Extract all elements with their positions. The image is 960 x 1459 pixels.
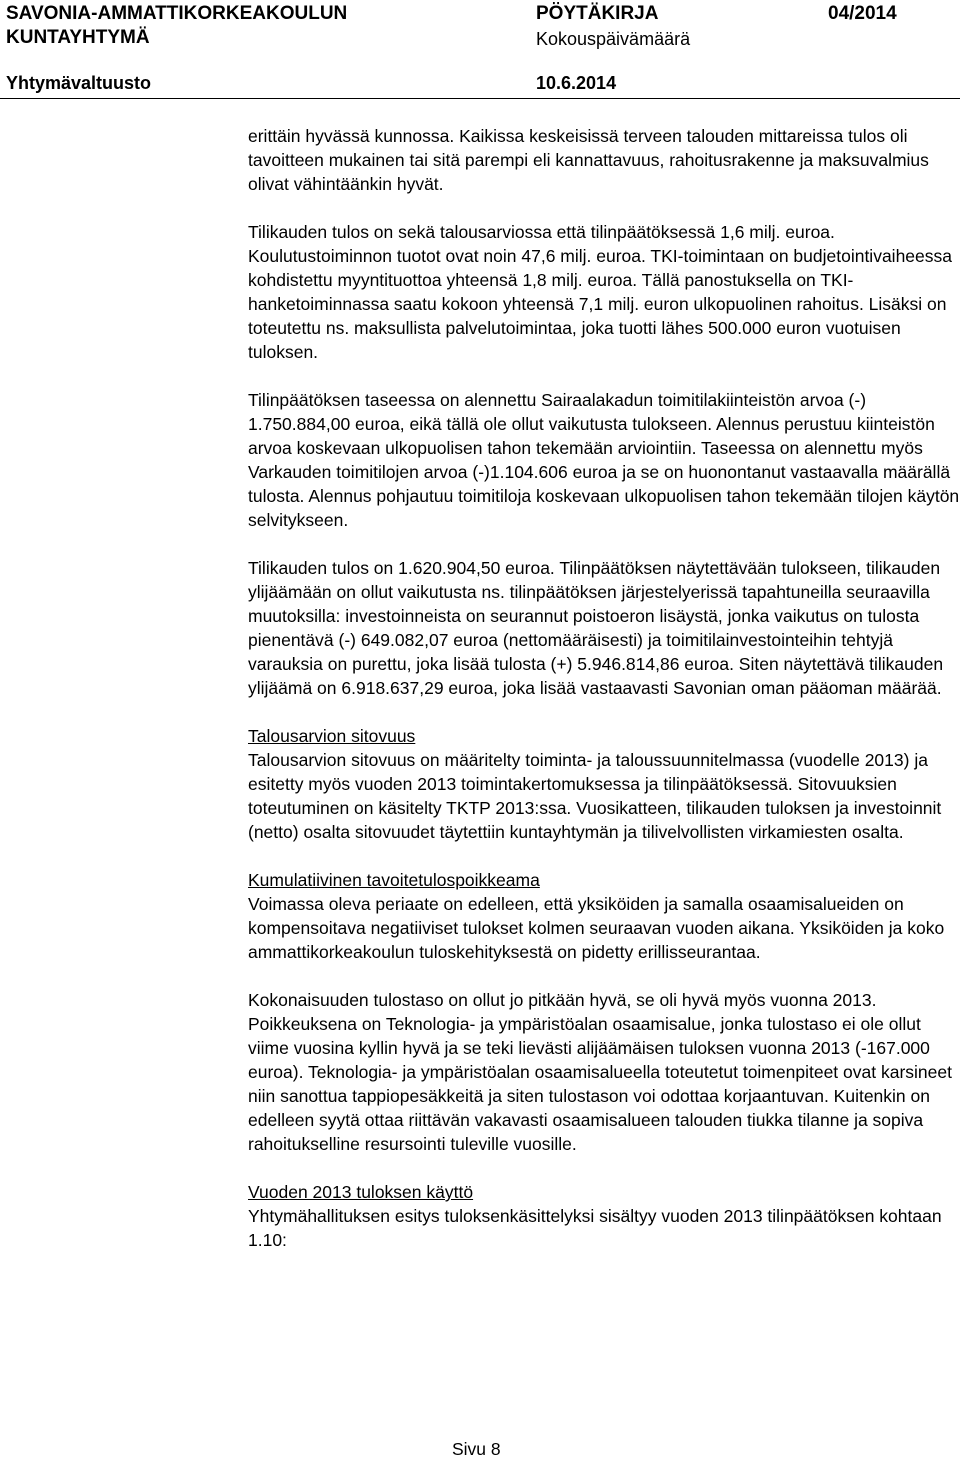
document-number: 04/2014 bbox=[828, 3, 897, 24]
paragraph-overall-result-level: Kokonaisuuden tulostaso on ollut jo pitkään hyvä, se oli hyvä myös vuonna 2013. Poikkeuksena on Teknologia- ja ympäristöalan osaamisalue, jonka tulostaso ei ole ollut viime vuosina kyllin hyvä ja se teki lievästi alijäämäisen tuloksen vuonna 2013 (-167.000 euroa). Teknologia- ja ympäristöalan osaamisalueella toteutetut toimenpiteet ovat karsineet niin sanottua tappiopesäkkeitä ja siten tulostason voi odottaa korjaantuvan. Kuitenkin on edelleen syytä ottaa riittävän vakavasti osaamisalueen talouden tiukka tilanne ja sopiva rahoitukselline resursointi tuleville vuosille. bbox=[248, 990, 952, 1154]
meeting-date-label: Kokouspäivämäärä bbox=[536, 29, 691, 49]
paragraph-financial-condition: erittäin hyvässä kunnossa. Kaikissa keskeisissä terveen talouden mittareissa tulos oli tavoitteen mukainen tai sitä parempi eli kannattavuus, rahoitusrakenne ja maksuvalmius olivat vähintäänkin hyvät. bbox=[248, 126, 929, 194]
section-heading-cumulative-deviation: Kumulatiivinen tavoitetulospoikkeama bbox=[248, 870, 540, 890]
page-number: Sivu 8 bbox=[452, 1439, 501, 1459]
section-text-cumulative-deviation: Voimassa oleva periaate on edelleen, että yksiköiden ja samalla osaamisalueiden on kompensoitava negatiiviset tulokset kolmen seuraavan vuoden aikana. Yksiköiden ja koko ammattikorkeakoulun tuloskehityksestä on pidetty erillisseurantaa. bbox=[248, 894, 945, 962]
document-header bbox=[0, 0, 960, 101]
organization-name-line2: KUNTAYHTYMÄ bbox=[6, 27, 150, 48]
document-type: PÖYTÄKIRJA bbox=[536, 3, 659, 24]
header-divider bbox=[0, 98, 960, 99]
organization-name-line1: SAVONIA-AMMATTIKORKEAKOULUN bbox=[6, 3, 348, 24]
paragraph-fiscal-result: Tilikauden tulos on sekä talousarviossa että tilinpäätöksessä 1,6 milj. euroa. Koulutustoiminnon tuotot ovat noin 47,6 milj. euroa. TKI-toimintaan on budjetointivaiheessa kohdistettu myyntituottoa yhteensä 1,8 milj. euroa. Tällä panostuksella on TKI-hanketoiminnassa saatu kokoon yhteensä 7,1 milj. euron ulkopuolinen rahoitus. Lisäksi on toteutettu ns. maksullista palvelutoimintaa, joka tuotti lähes 500.000 euron vuotuisen tuloksen. bbox=[248, 222, 952, 362]
meeting-date: 10.6.2014 bbox=[536, 73, 617, 93]
section-heading-budget-binding: Talousarvion sitovuus bbox=[248, 726, 416, 746]
paragraph-balance-sheet-writedown: Tilinpäätöksen taseessa on alennettu Sairaalakadun toimitilakiinteistön arvoa (-) 1.750.884,00 euroa, eikä tällä ole ollut vaikutusta tulokseen. Alennus perustuu kiinteistön arvoa koskevaan ulkopuolisen tahon tekemään arviointiin. Taseessa on alennettu myös Varkauden toimitilojen arvoa (-)1.104.606 euroa ja se on huonontanut vastaavalla määrällä tulosta. Alennus pohjautuu toimitiloja koskevaan ulkopuolisen tahon tekemään tilojen käytön selvitykseen. bbox=[248, 390, 960, 530]
section-text-result-use: Yhtymähallituksen esitys tuloksenkäsittelyksi sisältyy vuoden 2013 tilinpäätöksen kohtaan 1.10: bbox=[248, 1206, 942, 1250]
paragraph-reported-result: Tilikauden tulos on 1.620.904,50 euroa. Tilinpäätöksen näytettävään tulokseen, tilikauden ylijäämään on ollut vaikutusta ns. tilinpäätöksen järjestelyerissä tapahtuneilla seuraavilla muutoksilla: investoinneista on seurannut poistoeron lisäystä, jonka vaikutus on tulosta pienentävä (-) 649.082,07 euroa (nettomääräisesti) ja toimitilainvestointeihin tehtyjä varauksia on purettu, joka lisää tulosta (+) 5.946.814,86 euroa. Siten näytettävä tilikauden ylijäämä on 6.918.637,29 euroa, joka lisää vastaavasti Savonian oman pääoman määrää. bbox=[248, 558, 944, 698]
section-heading-result-use: Vuoden 2013 tuloksen käyttö bbox=[248, 1182, 474, 1202]
governing-body-name: Yhtymävaltuusto bbox=[6, 73, 152, 93]
section-text-budget-binding: Talousarvion sitovuus on määritelty toiminta- ja taloussuunnitelmassa (vuodelle 2013) ja esitetty myös vuoden 2013 toimintakertomuksessa ja tilinpäätöksessä. Sitovuuksien toteutuminen on käsitelty TKTP 2013:ssa. Vuosikatteen, tilikauden tuloksen ja investoinnit (netto) osalta sitovuudet täytettiin kuntayhtymän ja tilivelvollisten virkamiesten osalta. bbox=[248, 750, 942, 842]
document-body bbox=[248, 124, 960, 1276]
